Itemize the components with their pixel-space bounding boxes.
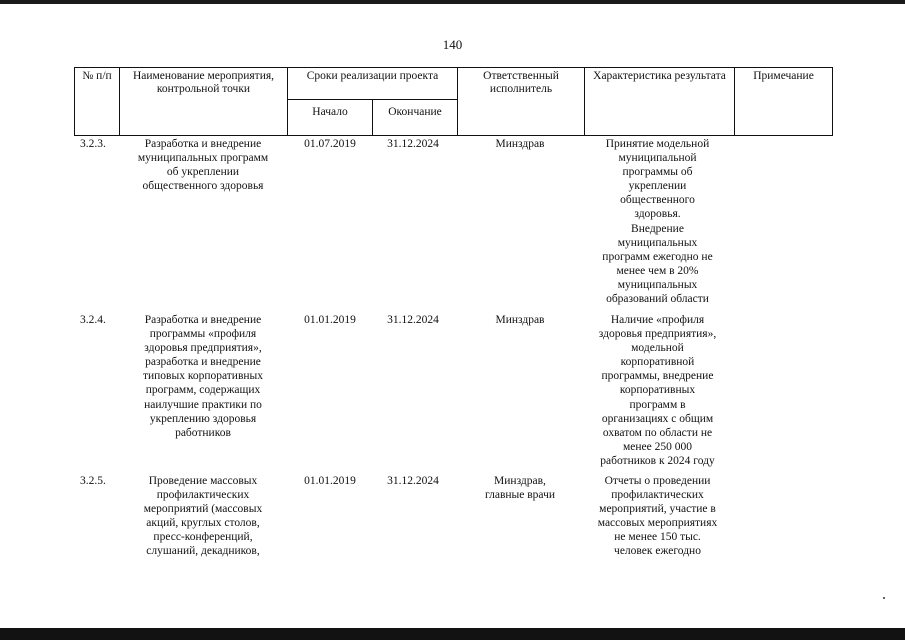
scan-speck (883, 597, 885, 599)
row-responsible: Минздрав (495, 138, 545, 150)
row-start-date: 01.01.2019 (304, 475, 356, 487)
row-end-date: 31.12.2024 (387, 138, 439, 150)
row-activity-name: Проведение массовых профилактических мероприятий (массовых акций, круглых столов, пресс-конференций, слушаний, декадников, (143, 475, 263, 558)
header-result: Характеристика результата (585, 68, 735, 136)
row-end-date: 31.12.2024 (387, 475, 439, 487)
row-end-date: 31.12.2024 (387, 314, 439, 326)
header-start: Начало (288, 100, 373, 136)
header-activity-name: Наименование мероприятия, контрольной точки (120, 68, 288, 136)
row-responsible: Минздрав, главные врачи (484, 475, 556, 502)
row-number: 3.2.4. (80, 314, 106, 326)
row-activity-name: Разработка и внедрение муниципальных программ об укреплении общественного здоровья (137, 138, 269, 193)
page-number: 140 (442, 37, 463, 52)
row-result: Принятие модельной муниципальной программы об укреплении общественного здоровья. Внедрение муниципальных программ ежегодно не менее чем в 20% муниципальных образований области (602, 138, 713, 306)
scan-bottom-border (0, 628, 905, 640)
row-number: 3.2.5. (80, 475, 106, 487)
row-responsible: Минздрав (495, 314, 545, 326)
header-end: Окончание (373, 100, 458, 136)
header-note: Примечание (735, 68, 833, 136)
header-responsible: Ответственный исполнитель (458, 68, 585, 136)
row-start-date: 01.01.2019 (304, 314, 356, 326)
row-number: 3.2.3. (80, 138, 106, 150)
row-start-date: 01.07.2019 (304, 138, 356, 150)
row-result: Отчеты о проведении профилактических мероприятий, участие в массовых мероприятиях не менее 150 тыс. человек ежегодно (597, 475, 718, 558)
row-activity-name: Разработка и внедрение программы «профиля здоровья предприятия», разработка и внедрение типовых корпоративных программ, содержащих наилучшие практики по укреплению здоровья работников (142, 314, 264, 439)
header-terms: Сроки реализации проекта (288, 68, 458, 100)
header-number: № п/п (75, 68, 120, 136)
row-result: Наличие «профиля здоровья предприятия», модельной корпоративной программы, внедрение корпоративных программ в организациях с общим охватом по области не менее 250 000 работников к 2024 году (598, 314, 717, 467)
